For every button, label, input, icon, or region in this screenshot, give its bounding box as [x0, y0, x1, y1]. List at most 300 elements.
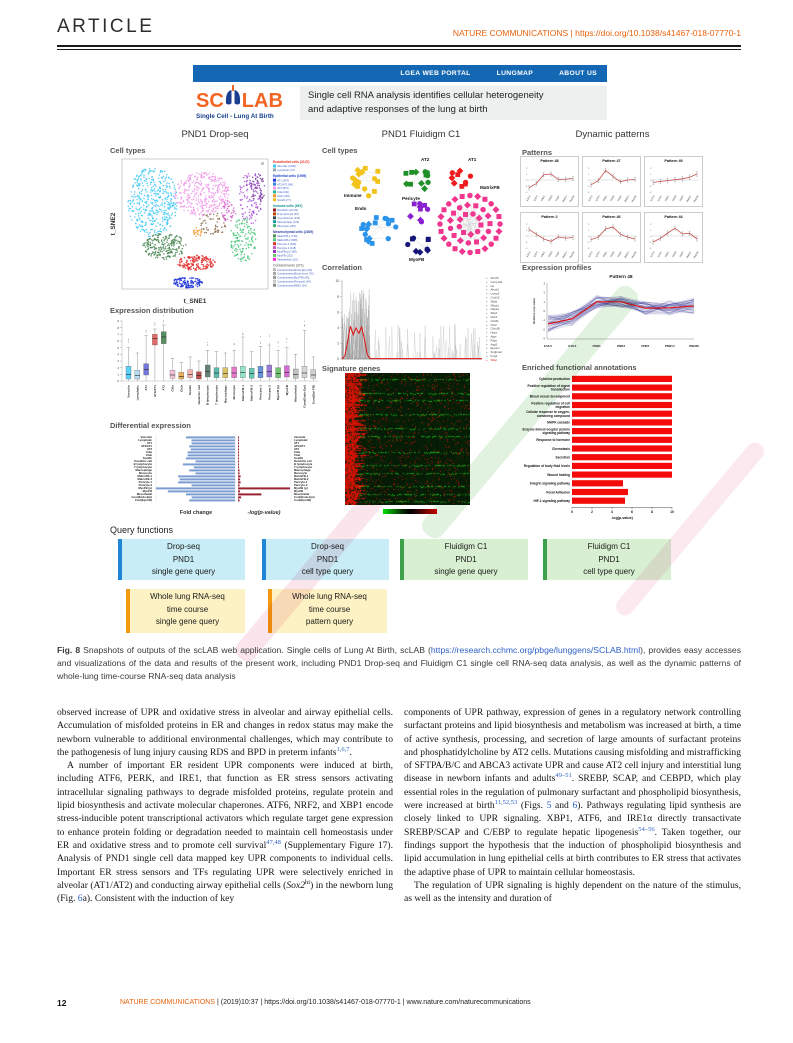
svg-text:MyoFB (p): MyoFB (p)	[138, 486, 152, 491]
svg-text:Cilia (311): Cilia (311)	[277, 191, 290, 195]
svg-text:Pdpn: Pdpn	[490, 338, 498, 343]
svg-text:Dendritic cell: Dendritic cell	[294, 459, 312, 464]
svg-text:E16.5: E16.5	[650, 251, 656, 258]
svg-text:4: 4	[337, 326, 339, 330]
svg-text:Cbr2: Cbr2	[490, 322, 497, 327]
svg-text:6: 6	[117, 339, 119, 344]
svg-text:3: 3	[117, 359, 119, 364]
svg-text:Vascular: Vascular	[126, 385, 131, 398]
svg-text:Focal Adhesion: Focal Adhesion	[546, 490, 570, 495]
svg-text:AT1: AT1	[294, 441, 300, 446]
svg-text:MatrixFB: MatrixFB	[480, 185, 500, 190]
svg-text:B lymphocyte: B lymphocyte	[294, 462, 313, 467]
svg-text:-2: -2	[525, 248, 528, 250]
svg-text:PND28: PND28	[569, 195, 576, 203]
svg-text:1: 1	[650, 174, 652, 176]
svg-text:-1: -1	[587, 242, 590, 244]
svg-text:2: 2	[591, 510, 593, 514]
svg-text:Pattern 49: Pattern 49	[664, 159, 683, 163]
svg-text:2: 2	[650, 168, 652, 170]
svg-text:E16.5: E16.5	[526, 251, 532, 258]
sclab-logo	[196, 84, 296, 126]
svg-text:1: 1	[526, 230, 528, 232]
svg-text:PND3: PND3	[672, 251, 678, 258]
footer-journal-name: NATURE COMMUNICATIONS	[120, 999, 216, 1006]
svg-text:Mesothelial: Mesothelial	[136, 492, 152, 497]
svg-text:-2: -2	[587, 248, 590, 250]
svg-text:+: +	[486, 334, 488, 339]
svg-text:Mesothelial: Mesothelial	[293, 385, 298, 402]
query-box-line: time course	[166, 604, 209, 614]
svg-text:Contaminants(Epi-FB) (83): Contaminants(Epi-FB) (83)	[277, 276, 310, 280]
svg-text:Pericyte-1: Pericyte-1	[258, 385, 263, 400]
svg-text:MatrixFB-1: MatrixFB-1	[294, 474, 309, 479]
svg-text:t_SNE1: t_SNE1	[183, 298, 207, 305]
svg-text:Pattern 48: Pattern 48	[609, 275, 633, 280]
svg-text:8: 8	[651, 510, 653, 514]
query-box-line: Drop-seq	[167, 542, 200, 551]
query-box-fluidigm-gene	[400, 539, 528, 580]
svg-text:+: +	[486, 318, 488, 323]
svg-text:AT2/AT1: AT2/AT1	[294, 444, 305, 449]
svg-text:Enzyme linked receptor protein: Enzyme linked receptor protein	[522, 427, 570, 432]
svg-text:Fold change: Fold change	[179, 510, 213, 516]
svg-text:0: 0	[337, 357, 339, 362]
svg-text:-1: -1	[525, 186, 528, 188]
svg-text:PND7: PND7	[679, 195, 685, 202]
svg-text:Response to hormone: Response to hormone	[536, 438, 570, 443]
svg-text:Epcam: Epcam	[490, 346, 500, 351]
query-box-dropseq-gene	[118, 539, 245, 580]
svg-text:E18.5: E18.5	[595, 195, 601, 202]
svg-text:PND28: PND28	[631, 251, 638, 259]
svg-text:E18.5: E18.5	[533, 195, 539, 202]
svg-text:Lymphatic: Lymphatic	[135, 385, 140, 401]
body-column-right	[404, 706, 741, 905]
svg-text:AT1 (397): AT1 (397)	[277, 179, 289, 183]
svg-text:Pericyte-2: Pericyte-2	[294, 483, 308, 488]
svg-text:PND7: PND7	[555, 251, 561, 258]
svg-text:2: 2	[117, 365, 119, 370]
svg-text:6: 6	[337, 310, 339, 315]
portal-tagline	[300, 86, 607, 120]
svg-text:PND28: PND28	[693, 195, 700, 203]
svg-text:Pericyte-1: Pericyte-1	[138, 480, 152, 485]
svg-text:+: +	[486, 303, 488, 308]
svg-text:AT2: AT2	[146, 447, 152, 452]
svg-text:AT2 (847): AT2 (847)	[277, 187, 289, 191]
svg-text:Positive regulation of cell: Positive regulation of cell	[531, 401, 570, 406]
signature-genes-heatmap	[345, 373, 470, 505]
query-box-line: cell type query	[301, 567, 354, 576]
svg-text:Chi3l1: Chi3l1	[490, 318, 499, 323]
svg-text:1: 1	[650, 230, 652, 232]
query-box-line: Fluidigm C1	[444, 542, 488, 551]
query-box-line: Drop-seq	[311, 542, 344, 551]
svg-text:Pattern 46: Pattern 46	[602, 215, 621, 219]
svg-text:MyoFB (p): MyoFB (p)	[276, 385, 281, 401]
svg-text:T lymphocyte: T lymphocyte	[294, 465, 313, 470]
header-rule	[57, 45, 741, 47]
svg-text:2: 2	[588, 168, 590, 170]
enriched-panel-label: Enriched functional annotations	[522, 363, 637, 372]
svg-text:E16.5: E16.5	[544, 344, 552, 348]
svg-text:+: +	[486, 315, 488, 319]
svg-text:5: 5	[117, 345, 119, 350]
svg-text:AT1: AT1	[146, 441, 152, 446]
svg-text:MyoFB: MyoFB	[142, 489, 152, 494]
svg-text:+: +	[486, 287, 488, 292]
svg-text:PND14: PND14	[562, 195, 569, 203]
svg-text:0: 0	[588, 180, 590, 182]
svg-text:migration: migration	[555, 405, 570, 410]
query-box-line: cell type query	[583, 567, 635, 576]
query-box-line: single gene query	[151, 567, 216, 576]
svg-text:Cont(Epi-FB): Cont(Epi-FB)	[134, 498, 152, 503]
svg-text:Contaminants(Endo-Epi) (94): Contaminants(Endo-Epi) (94)	[277, 268, 313, 272]
svg-text:Pattern 47: Pattern 47	[602, 159, 621, 163]
svg-text:Epithelial cells (1909): Epithelial cells (1909)	[273, 174, 307, 179]
svg-text:PND3: PND3	[610, 195, 616, 202]
query-box-line: PND1	[455, 554, 477, 564]
svg-text:Endo: Endo	[355, 206, 367, 211]
page-number: 12	[57, 998, 67, 1008]
svg-text:T lymphocyte: T lymphocyte	[133, 465, 152, 470]
tsne-plot	[108, 155, 320, 307]
svg-text:Lamp3: Lamp3	[490, 291, 500, 296]
article-label: ARTICLE	[57, 16, 155, 37]
svg-text:+: +	[486, 330, 488, 335]
svg-text:Pattern 48: Pattern 48	[540, 159, 559, 163]
query-box-timecourse-gene	[126, 589, 245, 633]
heatmap-color-scale	[383, 509, 437, 514]
query-box-line: time course	[308, 604, 351, 614]
svg-text:Macrophage: Macrophage	[294, 468, 311, 473]
svg-text:+: +	[486, 311, 488, 316]
svg-text:Secretion: Secretion	[555, 455, 570, 460]
svg-text:PND1: PND1	[541, 195, 547, 202]
svg-text:-2: -2	[525, 192, 528, 194]
svg-text:Integrin signaling pathway: Integrin signaling pathway	[529, 481, 570, 486]
enriched-annotations-bar-chart	[520, 372, 722, 522]
svg-text:PND3: PND3	[610, 251, 616, 258]
col-title-dropseq: PND1 Drop-seq	[181, 129, 249, 140]
svg-text:AT1: AT1	[144, 385, 149, 391]
svg-text:Foxj1: Foxj1	[490, 354, 498, 358]
query-box-line: Fluidigm C1	[587, 542, 631, 551]
svg-text:Sox2hi: Sox2hi	[188, 385, 193, 396]
svg-text:Hc: Hc	[490, 283, 495, 288]
paragraph: components of UPR pathway, expression of genes in a regulatory network controlling surfactant proteins and lipid biosynthesis and metabolism was increased at birth, a time of active synthesis, processing, and secretion of large amounts of surfactant proteins and phosphatidylcholine by AT2 cells. Mutations causing misfolding and mistrafficking of SFTPA/B/C and ABCA3 activate UPR and cause AT2 cell injury and interstitial lung disease in newborn infants and adults$^{49-51}$. SREBP, SCAP, and CEBPD, which play essential roles in the regulation of pulmonary surfactant and phospholipid biosynthesis, were increased at birth$^{11,52,53}$ (Figs. 5 and 6). Pathways regulating lipid synthesis are closely linked to UPR signaling. XBP1, ATF6, and IRE1α directly transactivate SREBP/SCAP and C/EBP to regulate hepatic lipogenesis$^{54-56}$. Taken together, our findings support the hypothesis that the induction of phospholipid biosynthesis and lipid accumulation in lung epithelial cells at birth contributes to ER stress that activates the adaptive phase of UPR to maintain cellular homeostasis.	[404, 707, 742, 878]
svg-text:Cont(Endo-Epi): Cont(Endo-Epi)	[302, 385, 307, 408]
svg-text:0: 0	[571, 510, 573, 514]
svg-text:Vascular (2100): Vascular (2100)	[277, 165, 296, 169]
svg-text:signaling pathway: signaling pathway	[542, 431, 570, 436]
svg-text:+: +	[486, 299, 488, 304]
svg-text:-1: -1	[542, 318, 545, 323]
svg-text:Cilia: Cilia	[294, 450, 300, 455]
svg-text:PND3: PND3	[616, 344, 626, 348]
svg-text:MatrixFB-1: MatrixFB-1	[137, 474, 152, 479]
svg-text:T lymphocyte: T lymphocyte	[214, 385, 219, 405]
svg-text:Dendritic cell: Dendritic cell	[134, 459, 152, 464]
svg-text:B lymphocyte: B lymphocyte	[205, 385, 210, 406]
svg-text:Sox2hi: Sox2hi	[294, 456, 304, 461]
svg-text:PND1: PND1	[603, 195, 609, 202]
svg-text:AT2: AT2	[421, 157, 430, 162]
svg-text:-2: -2	[542, 327, 545, 332]
svg-text:AT2/AT1 (96): AT2/AT1 (96)	[277, 183, 293, 187]
svg-text:Pericyte-2 (118): Pericyte-2 (118)	[277, 246, 297, 250]
svg-text:1: 1	[543, 299, 545, 304]
query-box-line: PND1	[172, 554, 195, 564]
svg-text:MyoFB (252): MyoFB (252)	[277, 254, 293, 258]
svg-text:Muc1: Muc1	[490, 315, 498, 319]
svg-text:-1: -1	[649, 186, 652, 188]
svg-text:MatrixFB-2: MatrixFB-2	[294, 477, 309, 482]
svg-text:Sftpd: Sftpd	[490, 311, 498, 316]
footer-journal-line	[120, 999, 531, 1006]
svg-text:E16.5: E16.5	[526, 195, 532, 202]
svg-text:1: 1	[588, 174, 590, 176]
svg-text:MyoFB: MyoFB	[284, 385, 289, 396]
nav-lungmap: LUNGMAP	[496, 70, 534, 77]
footer-doi-link[interactable]: | (2019)10:37 | https://doi.org/10.1038/s41467-018-07770-1 | www.nature.com/naturecommunications	[215, 999, 531, 1006]
svg-text:Regulation of body fluid level: Regulation of body fluid levels	[523, 464, 570, 469]
svg-text:PND3: PND3	[548, 195, 554, 202]
svg-text:PND7: PND7	[641, 344, 650, 348]
svg-text:Immune: Immune	[344, 193, 362, 198]
svg-text:+: +	[486, 326, 488, 331]
svg-text:Macrophage: Macrophage	[135, 468, 152, 473]
svg-text:0: 0	[588, 236, 590, 238]
svg-text:-1: -1	[587, 186, 590, 188]
svg-text:-3: -3	[542, 336, 545, 341]
query-box-timecourse-pattern	[268, 589, 387, 633]
nav-about-us: ABOUT US	[559, 70, 597, 77]
svg-text:+: +	[486, 346, 488, 351]
svg-text:E16.5: E16.5	[588, 251, 594, 258]
svg-text:Pattern 2: Pattern 2	[541, 215, 558, 219]
logo-sc-text: SC	[196, 90, 224, 112]
svg-text:PND1: PND1	[665, 251, 671, 258]
svg-text:Napsa: Napsa	[490, 307, 499, 312]
svg-text:Sox2hi (77): Sox2hi (77)	[277, 198, 291, 202]
svg-text:Abca3: Abca3	[490, 287, 499, 292]
tagline-line2: and adaptive responses of the lung at birth	[308, 104, 488, 115]
svg-text:Pericyte-1 (266): Pericyte-1 (266)	[277, 242, 297, 246]
svg-text:Aqp5: Aqp5	[490, 342, 498, 347]
svg-text:E18.5: E18.5	[533, 251, 539, 258]
svg-text:transduction: transduction	[550, 387, 570, 392]
svg-text:Wnt7b: Wnt7b	[490, 276, 499, 280]
svg-text:Lymphatic (47): Lymphatic (47)	[277, 169, 295, 173]
svg-text:PND1: PND1	[592, 344, 601, 348]
svg-text:T lymphocyte (126): T lymphocyte (126)	[277, 217, 301, 220]
celltype-network-plot	[322, 152, 520, 262]
svg-text:Cilia: Cilia	[170, 385, 175, 392]
svg-text:AT1: AT1	[468, 157, 477, 162]
svg-text:MAPK cascade: MAPK cascade	[547, 420, 570, 425]
svg-text:Cont(Endo-Epi): Cont(Endo-Epi)	[131, 495, 152, 500]
query-box-line: Whole lung RNA-seq	[292, 592, 367, 601]
svg-text:B lymphocyte (87): B lymphocyte (87)	[277, 213, 299, 217]
svg-text:Cldn18: Cldn18	[490, 326, 500, 331]
svg-text:Contaminants (371): Contaminants (371)	[273, 263, 304, 268]
svg-text:Endothelial cells (2147): Endothelial cells (2147)	[273, 160, 310, 164]
svg-text:MatrixFB-2 (658): MatrixFB-2 (658)	[277, 239, 298, 242]
svg-text:Cellular response to oxygen-: Cellular response to oxygen-	[526, 410, 570, 415]
journal-doi-link[interactable]: NATURE COMMUNICATIONS | https://doi.org/10.1038/s41467-018-07770-1	[452, 28, 741, 38]
svg-text:+: +	[486, 291, 488, 296]
svg-text:Monocyte: Monocyte	[138, 471, 152, 476]
svg-text:Club: Club	[145, 453, 152, 458]
svg-text:E16.5: E16.5	[588, 195, 594, 202]
query-box-line: pattern query	[305, 617, 354, 626]
svg-text:Cytokine production: Cytokine production	[539, 377, 570, 382]
svg-text:Monocyte: Monocyte	[232, 385, 237, 400]
svg-text:10: 10	[670, 510, 674, 514]
svg-text:Vascular: Vascular	[294, 435, 306, 440]
svg-text:MatrixFB-2: MatrixFB-2	[137, 477, 152, 482]
svg-text:PND14: PND14	[664, 344, 675, 348]
svg-text:PND28: PND28	[689, 344, 699, 348]
differential-expression-chart	[108, 430, 320, 522]
svg-text:Mesothelial (110): Mesothelial (110)	[277, 258, 298, 262]
profiles-panel-label: Expression profiles	[522, 263, 592, 272]
svg-text:Sox2hi: Sox2hi	[142, 456, 152, 461]
svg-text:Contaminants(RBC) (54): Contaminants(RBC) (54)	[277, 284, 307, 288]
svg-text:Hopx: Hopx	[490, 330, 498, 335]
svg-text:MatrixFB-1 (719): MatrixFB-1 (719)	[277, 235, 298, 239]
svg-text:MyoFB: MyoFB	[294, 489, 304, 494]
lung-icon	[224, 84, 242, 111]
svg-text:8: 8	[337, 294, 339, 299]
figure-caption[interactable]: Fig. 8 Snapshots of outputs of the scLAB web application. Single cells of Lung At Birth, scLAB (https://research.cchmc.org/pbge/lunggens/SCLAB.html), provides easy accesses and visualizations of the data and results of the present work, including PND1 Drop-seq and Fluidigm C1 single cell RNA-seq data analysis, as well as the dynamic patterns of whole-lung time-course RNA-seq data analysis	[57, 645, 741, 681]
svg-text:Sftpc: Sftpc	[490, 357, 498, 362]
svg-text:Cont(Epi-FB): Cont(Epi-FB)	[311, 385, 316, 405]
svg-text:Club: Club	[294, 453, 301, 458]
svg-text:2: 2	[526, 168, 528, 170]
svg-text:-1: -1	[525, 242, 528, 244]
svg-text:E18.5: E18.5	[595, 251, 601, 258]
query-box-line: PND1	[598, 554, 620, 564]
svg-text:+: +	[486, 307, 488, 312]
svg-text:-2: -2	[587, 192, 590, 194]
svg-text:PND7: PND7	[617, 251, 623, 258]
svg-text:MatrixFB-2: MatrixFB-2	[249, 385, 254, 401]
svg-text:PND7: PND7	[679, 251, 685, 258]
boxplot-panel-label: Expression distribution	[110, 306, 194, 315]
svg-text:Immune cells (667): Immune cells (667)	[273, 204, 303, 208]
svg-text:MyoFB: MyoFB	[409, 257, 425, 262]
svg-text:PND14: PND14	[624, 195, 631, 203]
diff-panel-label: Differential expression	[110, 421, 191, 430]
svg-text:HIF-1 signaling pathway: HIF-1 signaling pathway	[533, 499, 570, 503]
query-box-line: single gene query	[155, 617, 220, 626]
svg-text:Cilia: Cilia	[146, 450, 152, 455]
svg-text:PND3: PND3	[672, 195, 678, 202]
svg-text:MatrixFB-1: MatrixFB-1	[240, 385, 245, 401]
paragraph: observed increase of UPR and oxidative stress in alveolar and airway epithelial cells. Accumulation of misfolded proteins in ER and changes in redox status may make the newborn vulnerable to additional environmental challenges, which may contribute to the pathogenesis of lung injury causing RDS and BPD in preterm infants$^{1,6,7}$.	[57, 707, 393, 758]
svg-text:Contaminants(Pericyte) (64): Contaminants(Pericyte) (64)	[277, 280, 311, 284]
svg-text:1: 1	[588, 230, 590, 232]
svg-text:PND14: PND14	[624, 251, 631, 259]
svg-text:t_SNE2: t_SNE2	[110, 212, 117, 236]
svg-text:1: 1	[526, 174, 528, 176]
svg-text:-1: -1	[649, 242, 652, 244]
svg-text:Mesothelial: Mesothelial	[294, 492, 310, 497]
svg-text:PND28: PND28	[631, 195, 638, 203]
svg-text:PND28: PND28	[569, 251, 576, 259]
svg-text:Blood vessel development: Blood vessel development	[529, 394, 570, 399]
svg-text:-log(p-value): -log(p-value)	[247, 510, 281, 516]
svg-text:1: 1	[117, 372, 119, 377]
svg-text:Macrophage: Macrophage	[223, 385, 228, 404]
header-rule-thin	[57, 49, 741, 50]
body-column-left	[57, 706, 393, 905]
svg-text:2: 2	[526, 224, 528, 226]
correlation-line-chart	[322, 271, 520, 363]
svg-text:-log(p-value): -log(p-value)	[611, 516, 633, 520]
svg-text:AT2: AT2	[161, 385, 166, 391]
svg-text:0: 0	[117, 379, 119, 384]
svg-text:2: 2	[650, 224, 652, 226]
svg-text:Pericyte-2: Pericyte-2	[267, 385, 272, 400]
dynamic-patterns-grid	[520, 156, 705, 266]
query-box-line: Whole lung RNA-seq	[150, 592, 225, 601]
signature-panel-label: Signature genes	[322, 364, 381, 373]
svg-text:PND14: PND14	[686, 251, 693, 259]
svg-text:+: +	[486, 357, 488, 362]
svg-text:2: 2	[543, 290, 545, 295]
query-box-line: single gene query	[434, 567, 498, 576]
svg-text:Dendritic cell (91): Dendritic cell (91)	[277, 209, 299, 213]
query-box-fluidigm-celltype	[543, 539, 671, 580]
svg-text:PND28: PND28	[693, 251, 700, 259]
svg-text:Positive regulation of signal: Positive regulation of signal	[527, 384, 570, 389]
svg-text:Vascular: Vascular	[140, 435, 152, 440]
svg-text:Pericyte-1: Pericyte-1	[294, 480, 308, 485]
svg-text:PND7: PND7	[617, 195, 623, 202]
paragraph: A number of important ER resident UPR components were induced at birth, including ATF6, PERK, and IRE1, that function as ER stress sensors activating intracellular signaling pathways to degrade misfolded proteins, regulate protein and lipid biosynthesis and activate molecular chaperones. ATF6, NRF2, and XBP1 encode stress-inducible potent transcriptional activators which regulate target gene expression to enhance protein folding or degradation needed to maintain cell homeostasis under ER and oxidative stress and to promote cell survival$^{47,48}$ (Supplementary Figure 17). Analysis of PND1 single cell data mapped key UPR components to individual cells. Important ER stress sensors and TFs regulating UPR were selectively enriched in alveolar (AT1/AT2) and conducting airway epithelial cells $(Sox2^{hi})$ in the newborn lung (Fig. 6a). Consistent with the induction of key	[57, 760, 394, 905]
portal-nav-bar	[193, 65, 607, 82]
svg-text:Relative exp value: Relative exp value	[532, 297, 536, 325]
svg-text:3: 3	[543, 281, 545, 286]
svg-text:+: +	[486, 276, 488, 280]
correlation-panel-label: Correlation	[322, 263, 363, 272]
col-title-dynamic: Dynamic patterns	[575, 129, 650, 140]
svg-text:+: +	[486, 283, 488, 288]
svg-text:PND3: PND3	[548, 251, 554, 258]
svg-text:0: 0	[526, 180, 528, 182]
svg-text:Wound healing: Wound healing	[547, 472, 570, 477]
svg-text:+: +	[486, 338, 488, 343]
query-box-line: PND1	[316, 554, 339, 564]
svg-text:PND7: PND7	[555, 195, 561, 202]
svg-text:Club (181): Club (181)	[277, 195, 290, 198]
tsne-panel-label: Cell types	[110, 146, 146, 155]
svg-text:Cxcl15: Cxcl15	[490, 295, 500, 300]
svg-text:+: +	[486, 322, 488, 327]
svg-text:4: 4	[611, 510, 613, 514]
svg-text:6: 6	[631, 510, 633, 514]
svg-text:Dendritic cell: Dendritic cell	[196, 385, 201, 405]
svg-text:Sftpa1: Sftpa1	[490, 303, 499, 308]
svg-text:-2: -2	[649, 192, 652, 194]
svg-text:Lymphatic: Lymphatic	[294, 438, 308, 443]
svg-text:Chemotaxis: Chemotaxis	[551, 446, 570, 451]
